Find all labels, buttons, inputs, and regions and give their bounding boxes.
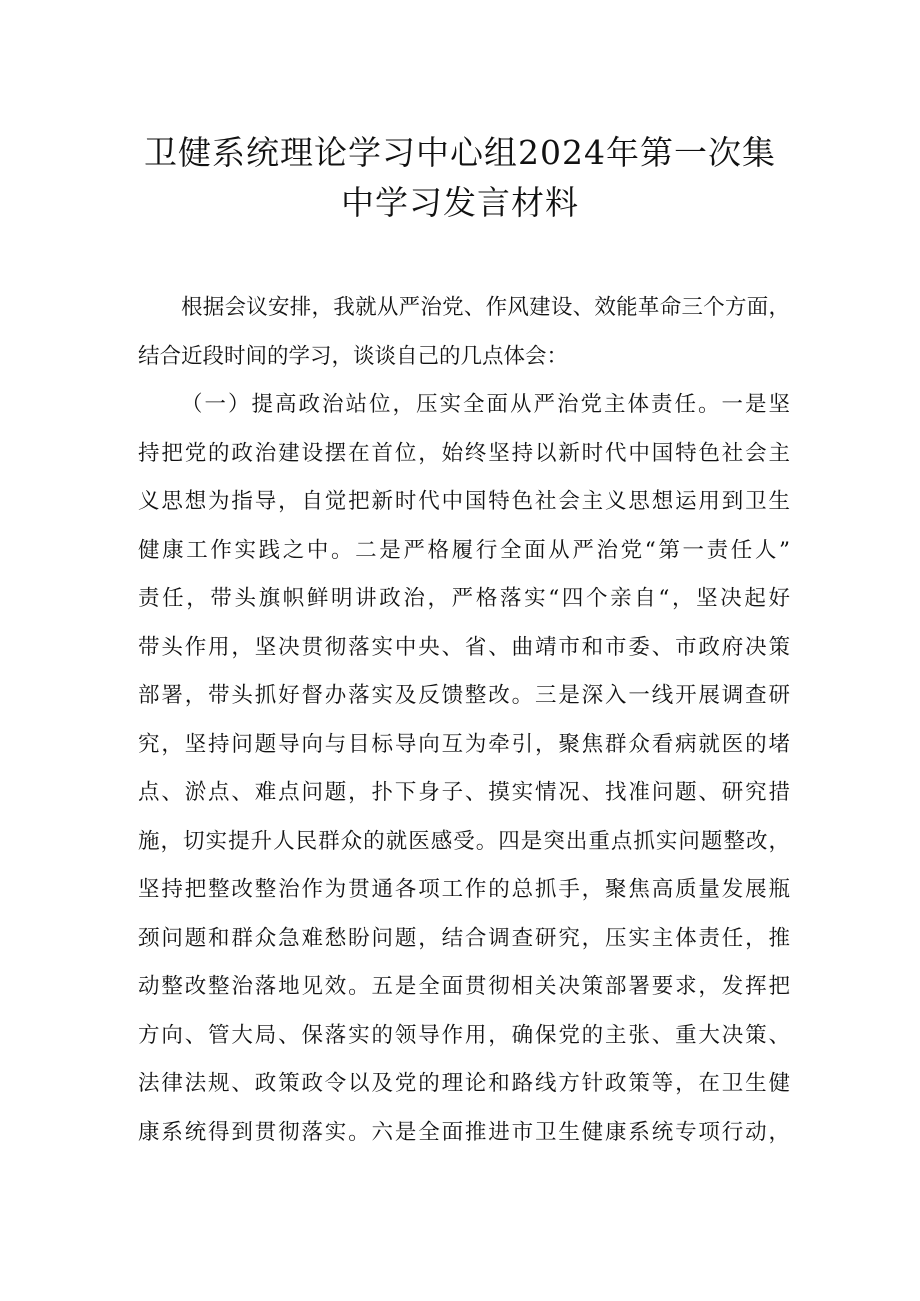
body-line-14: 颈问题和群众急难愁盼问题，结合调查研究，压实主体责任，推 — [138, 925, 790, 951]
body-line-18: 康系统得到贯彻落实。六是全面推进市卫生健康系统专项行动， — [138, 1119, 790, 1145]
body-line-9: 部署，带头抓好督办落实及反馈整改。三是深入一线开展调查研 — [138, 683, 790, 708]
body-line-8: 带头作用，坚决贯彻落实中央、省、曲靖市和市委、市政府决策 — [138, 634, 790, 660]
title-line-1: 卫健系统理论学习中心组2024年第一次集 — [144, 133, 776, 172]
body-line-5: 义思想为指导，自觉把新时代中国特色社会主义思想运用到卫生 — [138, 489, 790, 514]
body-line-10: 究，坚持问题导向与目标导向互为牵引，聚焦群众看病就医的堵 — [138, 731, 790, 757]
body-line-7: 责任，带头旗帜鲜明讲政治，严格落实“四个亲自“，坚决起好 — [138, 586, 790, 611]
document-title — [100, 128, 820, 228]
body-line-17: 法律法规、政策政令以及党的理论和路线方针政策等，在卫生健 — [138, 1071, 790, 1096]
body-line-11: 点、淤点、难点问题，扑下身子、摸实情况、找准问题、研究措 — [138, 780, 790, 805]
title-line-2: 中学习发言材料 — [341, 183, 579, 222]
document-body — [138, 284, 790, 1157]
body-line-2: 结合近段时间的学习，谈谈自己的几点体会： — [138, 343, 569, 369]
body-line-4: 持把党的政治建设摆在首位，始终坚持以新时代中国特色社会主 — [138, 440, 790, 466]
body-line-12: 施，切实提升人民群众的就医感受。四是突出重点抓实问题整改， — [138, 828, 790, 854]
body-line-16: 方向、管大局、保落实的领导作用，确保党的主张、重大决策、 — [138, 1022, 790, 1048]
body-line-3: （一）提高政治站位，压实全面从严治党主体责任。一是坚 — [181, 392, 790, 417]
body-line-13: 坚持把整改整治作为贯通各项工作的总抓手，聚焦高质量发展瓶 — [138, 877, 790, 902]
body-line-15: 动整改整治落地见效。五是全面贯彻相关决策部署要求，发挥把 — [138, 974, 790, 999]
body-line-6: 健康工作实践之中。二是严格履行全面从严治党“第一责任人” — [138, 537, 790, 563]
body-line-1: 根据会议安排，我就从严治党、作风建设、效能革命三个方面， — [181, 295, 790, 320]
